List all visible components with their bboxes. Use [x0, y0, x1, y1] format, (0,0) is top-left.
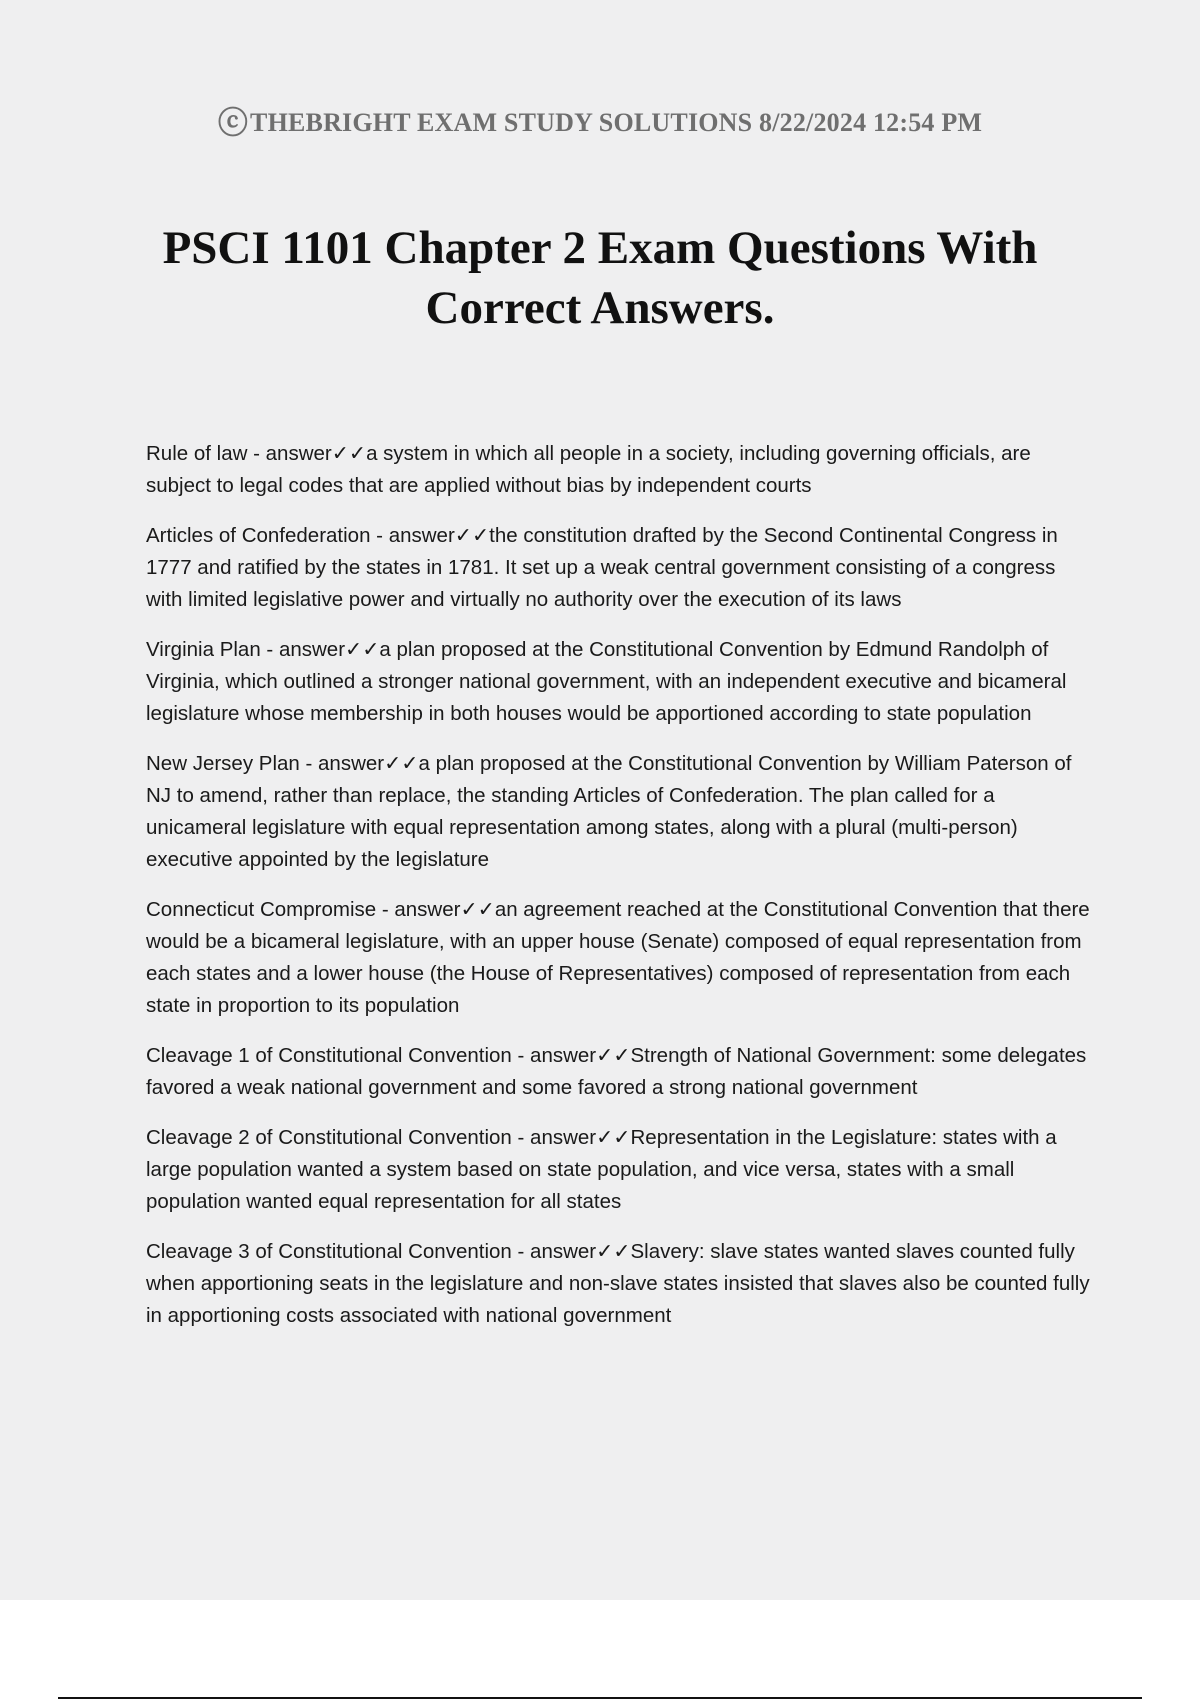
- qa-term: Articles of Confederation: [146, 524, 371, 547]
- qa-term: Rule of law: [146, 442, 248, 465]
- qa-sep: - answer✓✓: [511, 1126, 631, 1149]
- qa-item: [146, 748, 1096, 876]
- qa-term: Cleavage 1 of Constitutional Convention: [146, 1044, 512, 1067]
- qa-item: [146, 438, 1096, 502]
- qa-item: [146, 520, 1096, 616]
- qa-term: Virginia Plan: [146, 638, 261, 661]
- qa-answer: the constitution drafted by the Second Continental Congress in 1777 and ratified by the states in 1781. It set up a weak central government consisting of a congress with limited legislative power and virtually no authority over the execution of its laws: [146, 524, 1058, 611]
- qa-item: [146, 1040, 1096, 1104]
- qa-sep: - answer✓✓: [511, 1044, 631, 1067]
- qa-answer: Slavery: slave states wanted slaves counted fully when apportioning seats in the legislature and non-slave states insisted that slaves also be counted fully in apportioning costs associated with national government: [146, 1240, 1090, 1327]
- qa-sep: - answer✓✓: [299, 752, 419, 775]
- qa-answer: a plan proposed at the Constitutional Convention by William Paterson of NJ to amend, rather than replace, the standing Articles of Confederation. The plan called for a unicameral legislature with equal representation among states, along with a plural (multi-person) executive appointed by the legislature: [146, 752, 1072, 871]
- document-title: PSCI 1101 Chapter 2 Exam Questions With Correct Answers.: [162, 222, 1038, 334]
- footer-divider: [58, 1697, 1142, 1699]
- qa-item: [146, 894, 1096, 1022]
- qa-sep: - answer✓✓: [370, 524, 490, 547]
- qa-item: [146, 634, 1096, 730]
- qa-answer: a system in which all people in a society, including governing officials, are subject to legal codes that are applied without bias by independent courts: [146, 442, 1031, 497]
- qa-sep: - answer✓✓: [376, 898, 495, 921]
- qa-answer: Strength of National Government: some delegates favored a weak national government and some favored a strong national government: [146, 1044, 1087, 1099]
- qa-term: Connecticut Compromise: [146, 898, 377, 921]
- qa-term: Cleavage 2 of Constitutional Convention: [146, 1126, 512, 1149]
- qa-answer: an agreement reached at the Constitutional Convention that there would be a bicameral legislature, with an upper house (Senate) composed of equal representation from each states and a lower house (the House of Representatives) composed of representation from each state in proportion to its population: [146, 898, 1090, 1017]
- qa-answer: a plan proposed at the Constitutional Convention by Edmund Randolph of Virginia, which outlined a stronger national government, with an independent executive and bicameral legislature whose membership in both houses would be apportioned according to state population: [146, 638, 1067, 725]
- watermark-text: THEBRIGHT EXAM STUDY SOLUTIONS 8/22/2024 12:54 PM: [250, 108, 983, 137]
- qa-item: [146, 1236, 1096, 1332]
- qa-sep: - answer✓✓: [260, 638, 380, 661]
- qa-answer: Representation in the Legislature: states with a large population wanted a system based on state population, and vice versa, states with a small population wanted equal representation for all states: [146, 1126, 1057, 1213]
- qa-list: [146, 438, 1096, 1350]
- qa-item: [146, 1122, 1096, 1218]
- copyright-icon: ⓒ: [217, 107, 249, 140]
- watermark-header: [0, 98, 1200, 142]
- qa-term: New Jersey Plan: [146, 752, 300, 775]
- qa-sep: - answer✓✓: [511, 1240, 631, 1263]
- qa-term: Cleavage 3 of Constitutional Convention: [146, 1240, 512, 1263]
- qa-sep: - answer✓✓: [247, 442, 367, 465]
